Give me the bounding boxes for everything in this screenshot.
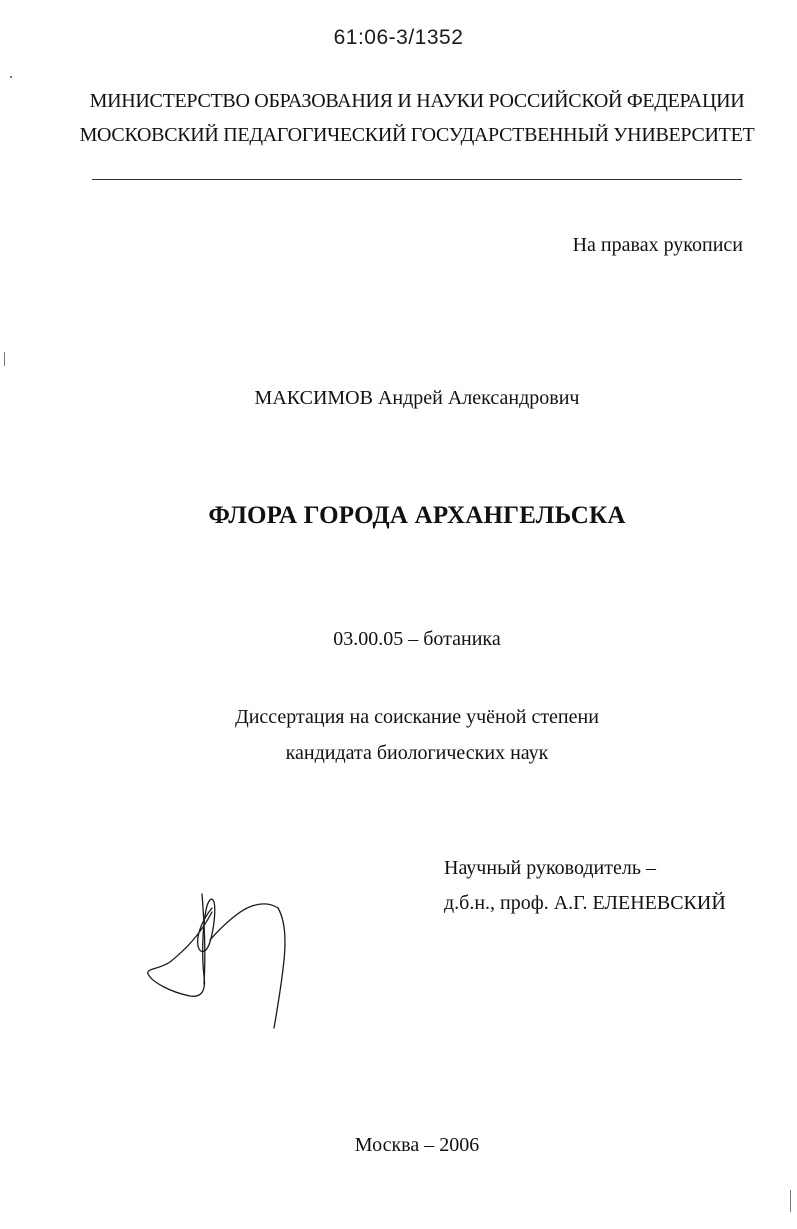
archive-stamp-code: 61:06-3/1352 xyxy=(333,26,464,49)
scan-artifact-line xyxy=(790,1190,791,1212)
scan-artifact-dot xyxy=(10,76,12,78)
specialty-code: 03.00.05 – ботаника xyxy=(333,628,501,650)
supervisor-name: д.б.н., проф. А.Г. ЕЛЕНЕВСКИЙ xyxy=(444,892,726,914)
ministry-name: МИНИСТЕРСТВО ОБРАЗОВАНИЯ И НАУКИ РОССИЙСКОЙ ФЕДЕРАЦИИ xyxy=(89,90,745,112)
header-divider xyxy=(92,179,742,180)
scan-artifact-line xyxy=(4,352,5,366)
degree-statement-line-2: кандидата биологических наук xyxy=(285,742,549,764)
author-name: МАКСИМОВ Андрей Александрович xyxy=(254,387,580,409)
city-year: Москва – 2006 xyxy=(354,1134,480,1156)
dissertation-title: ФЛОРА ГОРОДА АРХАНГЕЛЬСКА xyxy=(208,502,626,529)
supervisor-label: Научный руководитель – xyxy=(444,857,656,879)
handwritten-signature xyxy=(140,880,300,1040)
manuscript-rights-note: На правах рукописи xyxy=(572,234,743,256)
university-name: МОСКОВСКИЙ ПЕДАГОГИЧЕСКИЙ ГОСУДАРСТВЕННЫЙ УНИВЕРСИТЕТ xyxy=(79,124,755,146)
degree-statement-line-1: Диссертация на соискание учёной степени xyxy=(235,706,599,728)
